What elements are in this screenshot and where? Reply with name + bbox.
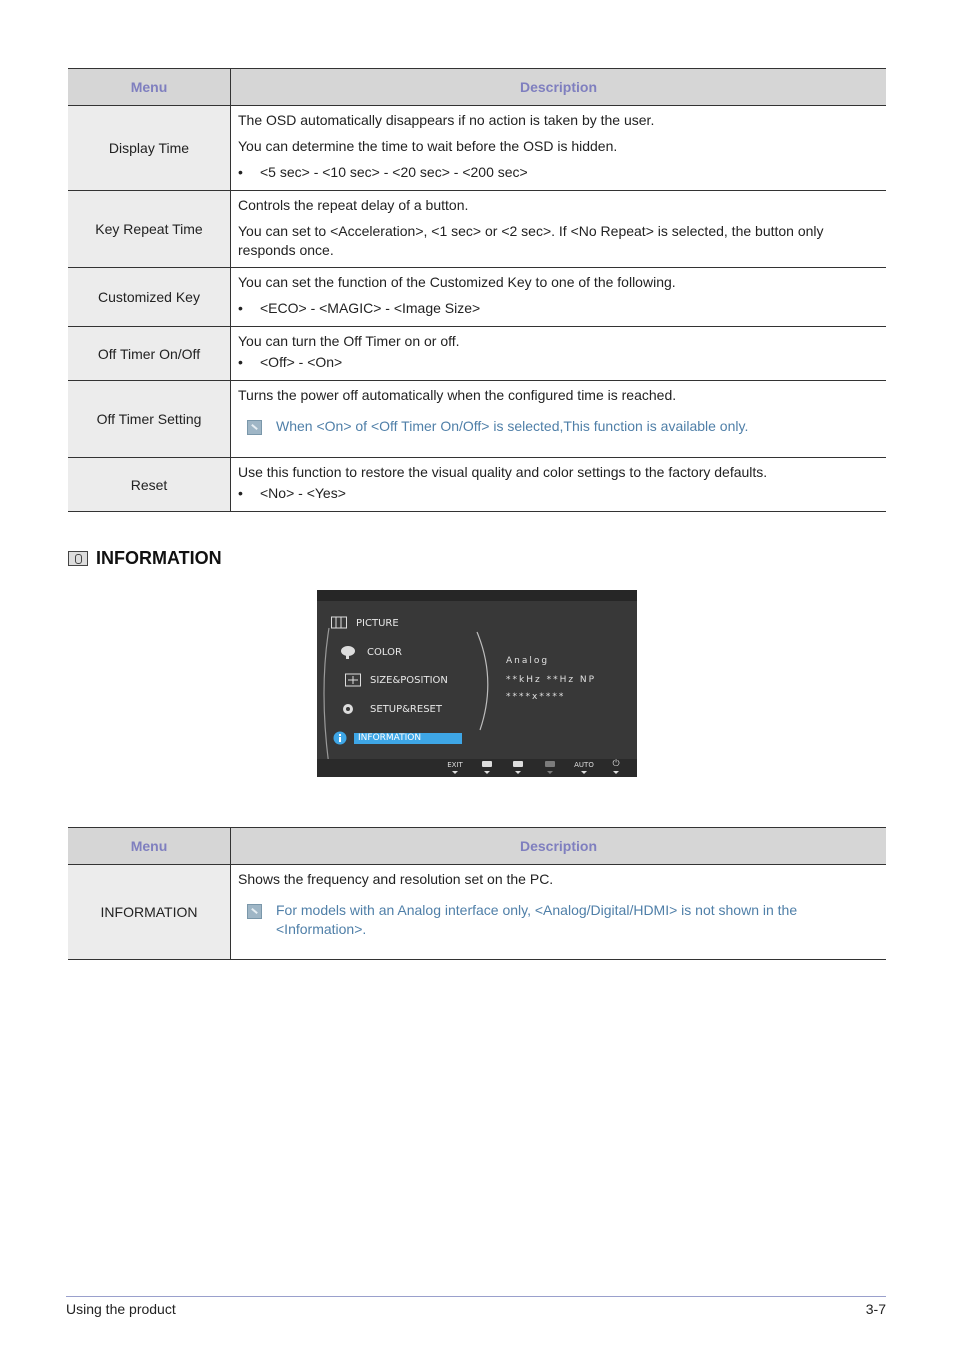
footer-section-title: Using the product — [66, 1301, 176, 1317]
bullet-item — [238, 353, 878, 372]
description-text: Use this function to restore the visual quality and color settings to the factory defaults. — [238, 464, 768, 480]
arrow-down-icon — [484, 771, 490, 774]
bullet-mark: • — [238, 164, 243, 180]
information-icon — [68, 551, 88, 566]
table-row — [68, 268, 886, 327]
arrow-down-icon — [581, 771, 587, 774]
bullet-mark: • — [238, 354, 243, 370]
bullet-text: <Off> - <On> — [260, 354, 343, 370]
osd-exit-button — [444, 761, 466, 774]
bullet-mark: • — [238, 300, 243, 316]
table-row — [68, 327, 886, 381]
osd-menu-information — [332, 731, 462, 745]
osd-info-frequency: **kHz **Hz NP — [506, 675, 597, 685]
picture-icon — [331, 616, 347, 630]
menu-column-header: Menu — [68, 69, 231, 106]
table-header-row — [68, 828, 886, 865]
table-row — [68, 381, 886, 458]
description-column-header: Description — [231, 69, 887, 106]
description-cell — [231, 268, 887, 327]
section-heading — [68, 548, 222, 569]
osd-menu-size-position — [345, 673, 448, 687]
bullet-text: <ECO> - <MAGIC> - <Image Size> — [260, 300, 481, 316]
palette-icon — [340, 645, 356, 659]
page-number: 3-7 — [865, 1301, 886, 1317]
osd-up-button — [507, 761, 529, 774]
description-column-header: Description — [231, 828, 887, 865]
description-cell — [231, 106, 887, 191]
description-cell — [231, 458, 887, 512]
bullet-item — [238, 484, 878, 503]
description-cell — [231, 191, 887, 268]
menu-cell: Customized Key — [68, 268, 231, 327]
arrow-down-icon — [515, 771, 521, 774]
osd-menu-setup-reset — [340, 702, 442, 716]
osd-menu-label: PICTURE — [356, 617, 399, 629]
note-text: For models with an Analog interface only, <Analog/Digital/HDMI> is not shown in the <Information>. — [276, 902, 798, 937]
table-row — [68, 106, 886, 191]
info-icon — [332, 731, 348, 745]
menu-cell: Display Time — [68, 106, 231, 191]
osd-auto-button — [573, 761, 595, 774]
osd-enter-button — [539, 761, 561, 774]
description-text: Controls the repeat delay of a button. — [238, 197, 469, 213]
note — [238, 901, 878, 939]
description-text: Shows the frequency and resolution set on the PC. — [238, 871, 554, 887]
arrow-down-icon — [613, 771, 619, 774]
menu-cell: Off Timer Setting — [68, 381, 231, 458]
note-text: When <On> of <Off Timer On/Off> is selected,This function is available only. — [276, 418, 749, 434]
note — [238, 417, 878, 436]
table-row — [68, 191, 886, 268]
description-text: The OSD automatically disappears if no action is taken by the user. — [238, 112, 655, 128]
description-cell — [231, 865, 887, 960]
size-position-icon — [345, 673, 361, 687]
table-row — [68, 458, 886, 512]
osd-menu-label: SETUP&RESET — [370, 703, 442, 715]
menu-cell: INFORMATION — [68, 865, 231, 960]
osd-menu-label: SIZE&POSITION — [370, 674, 448, 686]
note-icon — [247, 420, 262, 435]
bullet-item — [238, 163, 878, 182]
description-cell — [231, 381, 887, 458]
menu-cell: Off Timer On/Off — [68, 327, 231, 381]
description-text: You can set to <Acceleration>, <1 sec> or <2 sec>. If <No Repeat> is selected, the button only responds once. — [238, 223, 824, 258]
menu-cell: Reset — [68, 458, 231, 512]
description-text: You can set the function of the Customized Key to one of the following. — [238, 274, 676, 290]
description-text: You can turn the Off Timer on or off. — [238, 333, 460, 349]
footer-divider — [66, 1296, 886, 1297]
note-icon — [247, 904, 262, 919]
settings-table — [68, 68, 886, 512]
arrow-down-icon — [547, 771, 553, 774]
menu-column-header: Menu — [68, 828, 231, 865]
osd-menu-label-selected: INFORMATION — [354, 733, 462, 744]
enter-icon — [545, 761, 555, 767]
osd-info-signal: Analog — [506, 656, 550, 666]
auto-label: AUTO — [574, 761, 594, 769]
osd-info-resolution: ****x**** — [506, 692, 566, 702]
up-icon — [513, 761, 523, 767]
description-cell — [231, 327, 887, 381]
osd-menu-label: COLOR — [367, 646, 402, 658]
osd-menu-picture — [331, 616, 399, 630]
bullet-mark: • — [238, 485, 243, 501]
osd-menu-color — [340, 645, 402, 659]
menu-cell: Key Repeat Time — [68, 191, 231, 268]
section-title: INFORMATION — [96, 548, 222, 568]
osd-power-button — [605, 759, 627, 774]
osd-down-button — [476, 761, 498, 774]
gear-icon — [340, 702, 356, 716]
table-row — [68, 865, 886, 960]
arrow-down-icon — [452, 771, 458, 774]
bullet-text: <5 sec> - <10 sec> - <20 sec> - <200 sec> — [260, 164, 528, 180]
down-icon — [482, 761, 492, 767]
description-text: You can determine the time to wait before the OSD is hidden. — [238, 138, 618, 154]
power-icon: ⏻ — [612, 759, 620, 769]
table-header-row — [68, 69, 886, 106]
osd-screenshot — [317, 590, 637, 777]
bullet-text: <No> - <Yes> — [260, 485, 346, 501]
exit-label: EXIT — [447, 761, 463, 769]
information-table — [68, 827, 886, 960]
description-text: Turns the power off automatically when the configured time is reached. — [238, 387, 677, 403]
bullet-item — [238, 299, 878, 318]
